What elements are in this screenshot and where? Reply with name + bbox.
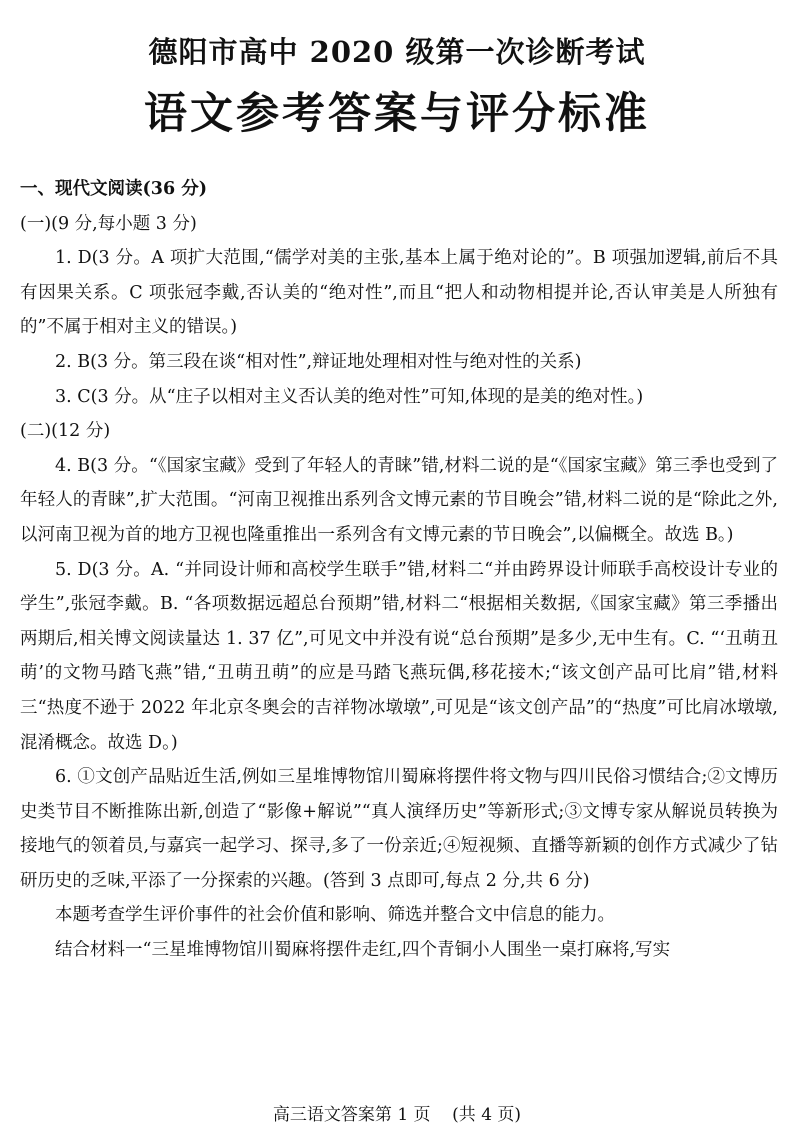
answer-q5: 5. D(3 分。A. “并同设计师和高校学生联手”错,材料二“并由跨界设计师联手高校设计专业的学生”,张冠李戴。B. “各项数据远超总台预期”错,材料二“根据相关数据,《国家宝藏》第三季播出两期后,相关博文阅读量达 1. 37 亿”,可见文中并没有说“总台预期”是多少,无中生有。C. “‘丑萌丑萌’的文物马踏飞燕”错,“丑萌丑萌”的应是马踏飞燕玩偶,移花接木;“该文创产品可比肩”错,材料三“热度不逊于 2022 年北京冬奥会的吉祥物冰墩墩”,可见是“该文创产品”的“热度”可比肩冰墩墩,混淆概念。故选 D。) — [20, 559, 778, 753]
answer-q6: 6. ①文创产品贴近生活,例如三星堆博物馆川蜀麻将摆件将文物与四川民俗习惯结合;②文博历史类节目不断推陈出新,创造了“影像+解说”“真人演绎历史”等新形式;③文博专家从解说员转换为接地气的领着员,与嘉宾一起学习、探寻,多了一份亲近;④短视频、直播等新颖的创作方式减少了钻研历史的乏味,平添了一分探索的兴趣。(答到 3 点即可,每点 2 分,共 6 分) — [20, 767, 778, 891]
answer-continuation: 结合材料一“三星堆博物馆川蜀麻将摆件走红,四个青铜小人围坐一桌打麻将,写实 — [55, 940, 671, 961]
answer-q3: 3. C(3 分。从“庄子以相对主义否认美的绝对性”可知,体现的是美的绝对性。) — [55, 386, 644, 407]
scoring-note: 本题考查学生评价事件的社会价值和影响、筛选并整合文中信息的能力。 — [55, 905, 615, 926]
answer-q2: 2. B(3 分。第三段在谈“相对性”,辩证地处理相对性与绝对性的关系) — [55, 351, 582, 372]
part-heading-2: (二)(12 分) — [20, 421, 111, 442]
part-heading-1: (一)(9 分,每小题 3 分) — [20, 213, 197, 234]
page-footer: 高三语文答案第 1 页 (共 4 页) — [272, 1105, 522, 1125]
section-heading: 一、现代文阅读(36 分) — [20, 179, 208, 199]
answer-q1: 1. D(3 分。A 项扩大范围,“儒学对美的主张,基本上属于绝对论的”。B 项强加逻辑,前后不具有因果关系。C 项张冠李戴,否认美的“绝对性”,而且“把人和动物相提并论,否认审美是人所独有的”不属于相对主义的错误。) — [20, 248, 778, 338]
document-title: 语文参考答案与评分标准 — [144, 89, 650, 139]
answer-content — [20, 172, 778, 968]
answer-q4: 4. B(3 分。“《国家宝藏》受到了年轻人的青睐”错,材料二说的是“《国家宝藏》第三季也受到了年轻人的青睐”,扩大范围。“河南卫视推出系列含文博元素的节目晚会”错,材料二说的是“除此之外,以河南卫视为首的地方卫视也隆重推出一系列含有文博元素的节日晚会”,以偏概全。故选 B。) — [20, 455, 778, 545]
exam-title: 德阳市高中 2020 级第一次诊断考试 — [148, 35, 646, 69]
